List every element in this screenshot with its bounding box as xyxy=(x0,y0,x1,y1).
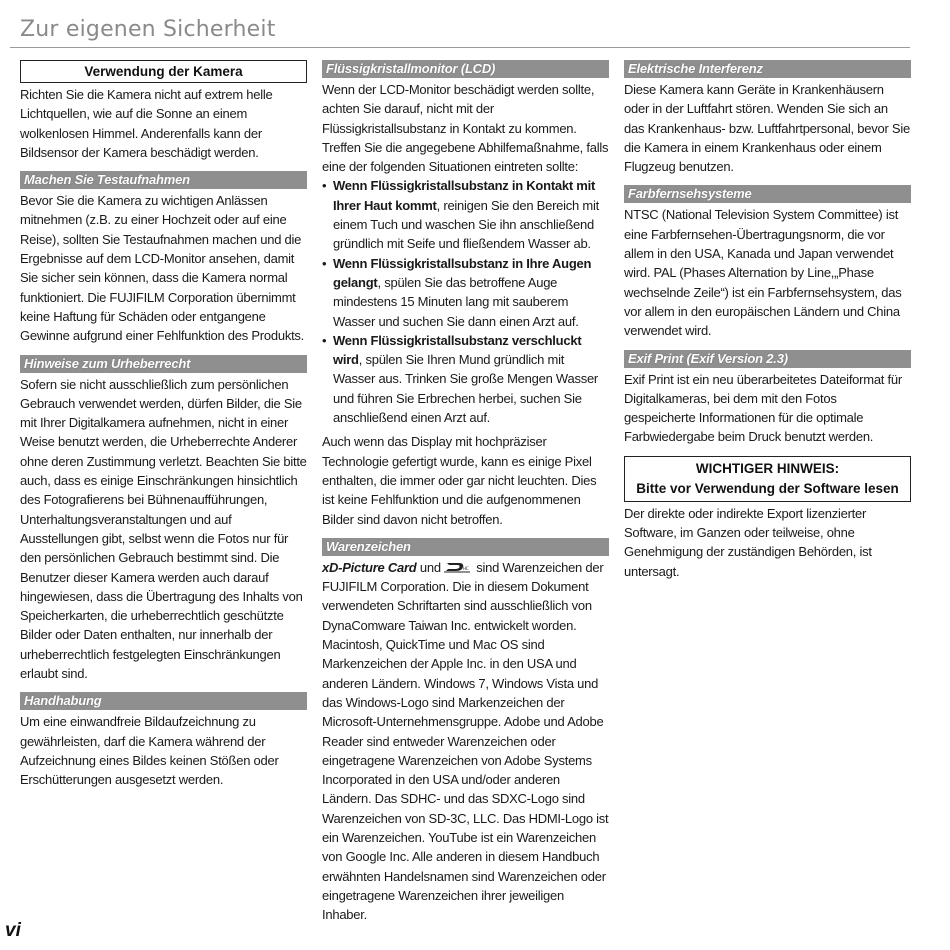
section-text-lcd-intro: Wenn der LCD-Monitor beschädigt werden sollte, achten Sie darauf, nicht mit der Flüssigkristallsubstanz in Kontakt zu kommen. Treffen Sie die angegebene Abhilfemaßnahme, falls eine der folgenden Situationen eintreten sollte: xyxy=(322,82,609,175)
bullet-bold: Wenn Flüssigkristallsubstanz in Ihre Augen gelangt xyxy=(333,255,592,290)
warenzeichen-text: sind Warenzeichen der FUJIFILM Corporation. Die in diesem Dokument verwendeten Schriftarten sind ausschließlich von DynaComware Taiwan Inc. entwickelt worden. Macintosh, QuickTime und Mac OS sind Markenzeichen der Apple Inc. in den USA und anderen Ländern. Windows 7, Windows Vista und das Windows-Logo sind Markenzeichen der Microsoft-Unternehmensgruppe. Adobe und Adobe Reader sind entweder Warenzeichen oder eingetragene Warenzeichen von Adobe Systems Incorporated in den USA und/oder anderen Ländern. Das SDHC- und das SDXC-Logo sind Warenzeichen von SD-3C, LLC. Das HDMI-Logo ist ein Warenzeichen. YouTube ist ein Warenzeichen von Google Inc. Alle anderen in diesem Handbuch erwähnten Handelsnamen sind Warenzeichen oder eingetragene Warenzeichen ihrer jeweiligen Inhaber. xyxy=(322,559,609,923)
section-heading-testaufnahmen: Machen Sie Testaufnahmen xyxy=(20,171,307,189)
xd-card-brand: xD-Picture Card xyxy=(322,559,417,575)
section-text-lcd-outro: Auch wenn das Display mit hochpräziser Technologie gefertigt wurde, kann es einige Pixel enthalten, die immer oder gar nicht leuchten. Dies ist keine Fehlfunktion und die aufgenommenen Bilder sind davon nicht betroffen. xyxy=(322,434,597,527)
section-heading-wichtiger-hinweis xyxy=(624,456,911,502)
svg-text:HC: HC xyxy=(462,565,469,571)
section-text-farbfernsehsysteme: NTSC (National Television System Committee) ist eine Farbfernsehen-Übertragungsnorm, die vor allem in den USA, Kanada und Japan verwendet wird. PAL (Phases Alternation by Line,„Phase wechselnde Zeile“) ist ein Farbfernsehsystem, das vor allem in den europäischen Ländern und China verwendet wird. xyxy=(624,207,902,339)
section-heading-urheberrecht: Hinweise zum Urheberrecht xyxy=(20,355,307,373)
section-text-interferenz: Diese Kamera kann Geräte in Krankenhäusern oder in der Luftfahrt stören. Wenden Sie sich an das Krankenhaus- bzw. Luftfahrtpersonal, bevor Sie die Kamera in einem Krankenhaus oder einem Flugzeug benutzen. xyxy=(624,82,910,175)
sdhc-logo-icon xyxy=(443,561,471,573)
title-divider xyxy=(10,47,910,48)
section-text-urheberrecht: Sofern sie nicht ausschließlich zum persönlichen Gebrauch verwendet werden, dürfen Bilder, die Sie mit Ihrer Digitalkamera aufnehmen, nicht in einer Weise benutzt werden, die Urheberrechte Anderer ohne deren Zustimmung verletzt. Beachten Sie bitte auch, dass es einige Einschränkungen hinsichtlich des Fotografierens bei Bühnenaufführungen, Unterhaltungsveranstaltungen und auf Ausstellungen gibt, selbst wenn die Fotos nur für den persönlichen Gebrauch bestimmt sind. Die Benutzer dieser Kamera werden auch darauf hingewiesen, dass die Übertragung des Inhalts von Speicherkarten, die urheberrechtlich geschützte Bilder oder Daten enthalten, nur innerhalb der urheberrechtlich festgelegten Einschränkungen erlaubt sind. xyxy=(20,376,307,682)
section-text-testaufnahmen: Bevor Sie die Kamera zu wichtigen Anlässen mitnehmen (z.B. zu einer Hochzeit oder auf eine Reise), sollten Sie Testaufnahmen machen und die Ergebnisse auf dem LCD-Monitor ansehen, damit Sie sicher sein können, dass die Kamera normal funktioniert. Die FUJIFILM Corporation übernimmt keine Haftung für Schäden oder entgangene Gewinne aufgrund einer Fehlfunktion des Produkts. xyxy=(20,193,305,344)
section-heading-handhabung: Handhabung xyxy=(20,692,307,710)
list-item xyxy=(322,176,609,253)
hinweis-line-2: Bitte vor Verwendung der Software lesen xyxy=(636,480,899,496)
section-heading-warenzeichen: Warenzeichen xyxy=(322,538,609,556)
column-middle xyxy=(322,60,609,924)
hinweis-line-1: WICHTIGER HINWEIS: xyxy=(695,460,840,476)
bullet-text: , reinigen Sie den Bereich mit einem Tuch und waschen Sie ihn anschließend gründlich mit Seife und fließendem Wasser ab. xyxy=(333,197,599,252)
column-left xyxy=(20,60,307,790)
and-word: und xyxy=(419,559,441,575)
section-text-wichtiger-hinweis: Der direkte oder indirekte Export lizenzierter Software, im Ganzen oder teilweise, ohne Genehmigung der zuständigen Behörden, ist untersagt. xyxy=(624,505,872,579)
bullet-bold: Wenn Flüssigkristallsubstanz in Kontakt mit Ihrer Haut kommt xyxy=(333,178,596,213)
section-text-kamera: Richten Sie die Kamera nicht auf extrem helle Lichtquellen, wie auf die Sonne an einem wolkenlosen Himmel. Anderenfalls kann der Bildsensor der Kamera beschädigt werden. xyxy=(20,87,273,160)
page-title: Zur eigenen Sicherheit xyxy=(20,17,276,42)
section-heading-farbfernsehsysteme: Farbfernsehsysteme xyxy=(624,185,911,203)
bullet-bold: Wenn Flüssigkristallsubstanz verschluckt wird xyxy=(333,332,582,368)
list-item xyxy=(322,254,609,331)
bullet-text: , spülen Sie das betroffene Auge mindestens 15 Minuten lang mit sauberem Wasser und suchen Sie dann einen Arzt auf. xyxy=(333,274,579,329)
section-heading-kamera: Verwendung der Kamera xyxy=(20,60,307,83)
section-text-exif-print: Exif Print ist ein neu überarbeitetes Dateiformat für Digitalkameras, bei dem mit den Fotos gespeicherte Informationen für die optimale Farbwiedergabe beim Druck benutzt werden. xyxy=(624,371,902,445)
section-text-handhabung: Um eine einwandfreie Bildaufzeichnung zu gewährleisten, darf die Kamera während der Aufzeichnung eines Bildes keinen Stößen oder Erschütterungen ausgesetzt werden. xyxy=(20,714,279,788)
section-heading-interferenz: Elektrische Interferenz xyxy=(624,60,911,78)
lcd-bullet-list xyxy=(322,176,609,427)
list-item xyxy=(322,331,609,427)
section-heading-exif-print: Exif Print (Exif Version 2.3) xyxy=(624,350,911,368)
column-right xyxy=(624,60,911,581)
bullet-text: , spülen Sie Ihren Mund gründlich mit Wasser aus. Trinken Sie große Mengen Wasser und führen Sie Erbrechen herbei, suchen Sie anschließend einen Arzt auf. xyxy=(333,352,599,426)
section-text-warenzeichen xyxy=(322,558,609,925)
page-number: vi xyxy=(5,920,21,941)
section-heading-lcd: Flüssigkristallmonitor (LCD) xyxy=(322,60,609,78)
